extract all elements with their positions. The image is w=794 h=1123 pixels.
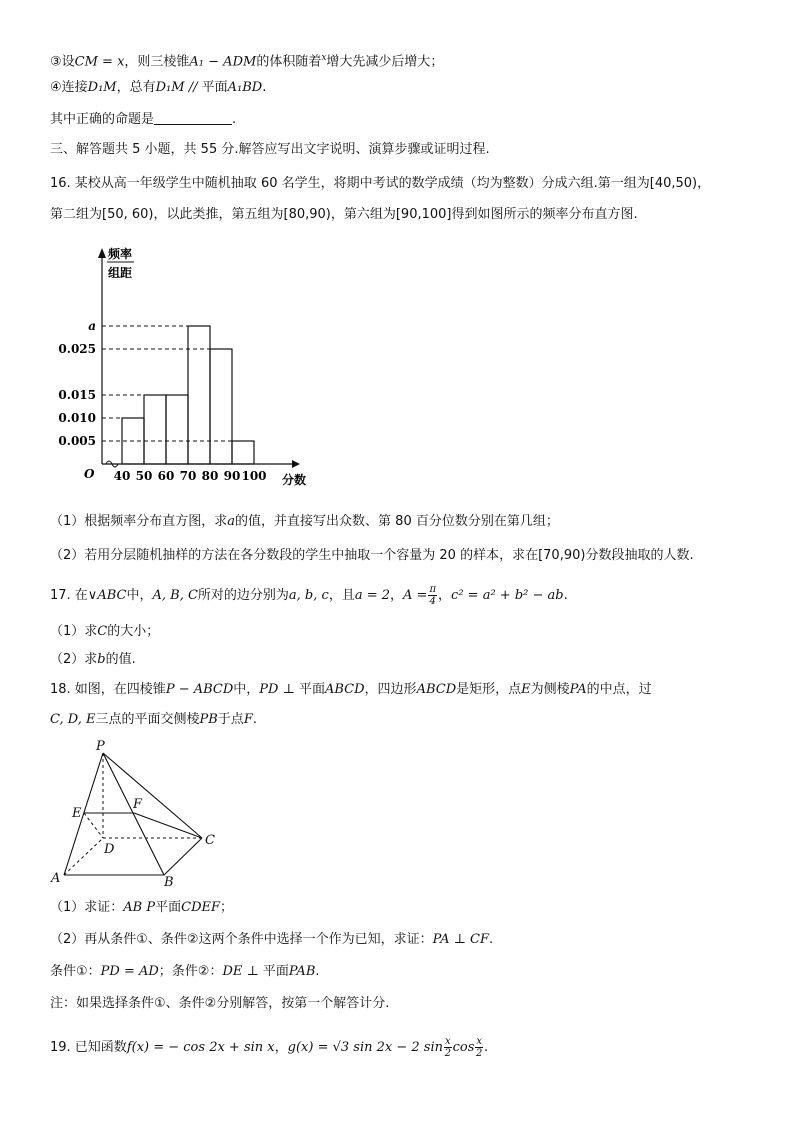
text: ；	[220, 900, 234, 915]
bar	[144, 395, 166, 464]
denominator: 2	[476, 1048, 483, 1059]
math: x	[321, 53, 327, 63]
text: 为侧棱	[530, 682, 570, 697]
text: ③设	[50, 54, 75, 70]
x-tick-label: 60	[157, 469, 175, 483]
label-C: C	[205, 833, 215, 848]
text: （1）求证：	[50, 900, 124, 915]
edge-PC	[103, 753, 202, 838]
q19-stem	[50, 1036, 488, 1059]
text: 的值.	[105, 652, 136, 667]
text: ，且	[328, 588, 355, 603]
q18-part2	[50, 930, 493, 950]
text: .	[262, 80, 267, 95]
x-tick-label: 50	[135, 469, 153, 483]
y-tick-label: 0.025	[58, 342, 96, 356]
math: F	[243, 712, 253, 727]
math: D₁M	[87, 80, 117, 95]
text: 19. 已知函数	[50, 1040, 127, 1055]
answer-line	[50, 110, 236, 130]
label-P: P	[96, 739, 105, 754]
math: ABC	[97, 588, 127, 603]
text: 所对的边分别为	[197, 588, 289, 603]
text: 平面	[155, 900, 182, 915]
numerator: x	[476, 1036, 483, 1047]
math: b	[97, 652, 106, 667]
text: 平面	[201, 80, 228, 95]
math: PB	[199, 712, 218, 727]
fraction	[428, 584, 437, 607]
q16-line1: 16. 某校从高一年级学生中随机抽取 60 名学生，将期中考试的数学成绩（均为整数）分成六组.第一组为[40,50)，	[50, 176, 711, 191]
text: 三点的平面交侧棱	[95, 712, 200, 727]
text: ，总有	[116, 80, 156, 95]
math: A, B, C	[152, 588, 198, 603]
math: PA ⊥ CF	[432, 932, 489, 947]
x-tick-label: 90	[223, 469, 241, 483]
text: 17. 在∨	[50, 588, 98, 603]
q18-line1	[50, 680, 652, 700]
answer-blank[interactable]	[154, 110, 232, 125]
math: A =	[403, 588, 428, 603]
math: a, b, c	[288, 588, 329, 603]
bar	[210, 349, 232, 464]
bar	[188, 326, 210, 464]
fraction	[444, 1036, 452, 1059]
text: ，	[274, 1040, 288, 1055]
math: CDEF	[181, 900, 221, 915]
y-tick-label: 0.010	[58, 411, 96, 425]
math: c² = a² + b² − ab	[451, 588, 564, 603]
text: .	[232, 112, 237, 127]
math: A₁BD	[227, 80, 263, 95]
edge-ED	[84, 813, 103, 838]
math: PD = AD	[100, 964, 159, 979]
math: PA	[569, 682, 587, 697]
text: .	[484, 1040, 489, 1055]
text: （1）求	[50, 624, 98, 639]
fraction	[475, 1036, 483, 1059]
text: 中，	[233, 682, 260, 697]
text: ，则三棱锥	[124, 54, 190, 70]
edge-BC	[164, 838, 202, 875]
text: ④连接	[50, 80, 88, 95]
text: 中，	[126, 588, 153, 603]
text: ，四边形	[364, 682, 417, 697]
math: C	[97, 624, 108, 639]
y-tick-label: 0.005	[58, 434, 96, 448]
math: PD ⊥	[259, 682, 299, 697]
math: f(x) = − cos 2x + sin x	[126, 1040, 275, 1055]
math: DE ⊥	[222, 964, 263, 979]
math: g(x) = √3 sin 2x − 2 sin	[287, 1040, 443, 1055]
math: AB P	[123, 900, 156, 915]
text: 是矩形，点	[456, 682, 522, 697]
math: PAB	[288, 964, 316, 979]
x-tick-label: 40	[113, 469, 131, 483]
statement-4	[50, 78, 266, 98]
math: P − ABCD	[165, 682, 234, 697]
text: ，	[438, 588, 452, 603]
bar	[166, 395, 188, 464]
text: （1）根据频率分布直方图，求	[50, 514, 228, 529]
text: 平面	[262, 964, 289, 979]
text: 增大先减少后增大；	[326, 54, 444, 70]
x-tick-label: 70	[179, 469, 197, 483]
pyramid-figure	[48, 738, 238, 888]
text: .	[315, 964, 320, 979]
text: 其中正确的命题是	[50, 112, 155, 127]
label-A: A	[51, 871, 61, 886]
text: 于点	[217, 712, 244, 727]
math: ABCD	[416, 682, 457, 697]
label-D: D	[104, 842, 115, 857]
label-B: B	[164, 875, 174, 888]
y-axis-arrow	[98, 248, 106, 258]
text: 的中点，过	[586, 682, 652, 697]
math: E	[521, 682, 531, 697]
text: 的值，并直接写出众数、第 80 百分位数分别在第几组；	[235, 514, 559, 529]
text: （2）求	[50, 652, 98, 667]
x-tick-label: 100	[241, 469, 267, 483]
numerator: x	[444, 1036, 451, 1047]
denominator: 4	[429, 596, 436, 607]
histogram-chart	[50, 240, 310, 490]
text: .	[489, 932, 494, 947]
denominator: 2	[444, 1048, 451, 1059]
label-F: F	[133, 797, 143, 812]
math: ABCD	[324, 682, 365, 697]
numerator: π	[429, 584, 437, 595]
origin-label: O	[84, 467, 95, 481]
text: （2）再从条件①、条件②这两个条件中选择一个作为已知，求证：	[50, 932, 433, 947]
text: 18. 如图，在四棱锥	[50, 682, 166, 697]
text: 条件①：	[50, 964, 101, 979]
text: 平面	[298, 682, 325, 697]
math: a	[227, 514, 236, 529]
x-label: 分数	[282, 473, 307, 487]
q18-note: 注：如果选择条件①、条件②分别解答，按第一个解答计分.	[50, 996, 390, 1011]
bar	[232, 441, 254, 464]
q17-part2	[50, 650, 136, 670]
math: CM = x	[74, 54, 125, 70]
y-tick-label: 0.015	[58, 388, 96, 402]
q16-part2: （2）若用分层随机抽样的方法在各分数段的学生中抽取一个容量为 20 的样本，求在[70,90)分数段抽取的人数.	[50, 548, 694, 563]
text: .	[252, 712, 257, 727]
q16-line2: 第二组为[50, 60)，以此类推，第五组为[80,90)，第六组为[90,100]得到如图所示的频率分布直方图.	[50, 207, 638, 222]
q17-stem	[50, 584, 568, 607]
text: ；条件②：	[158, 964, 223, 979]
q17-part1	[50, 622, 159, 642]
label-E: E	[72, 806, 82, 821]
y-tick-label: a	[88, 319, 96, 333]
y-label-top: 频率	[108, 247, 133, 261]
section-heading: 三、解答题共 5 小题，共 55 分.解答应写出文字说明、演算步骤或证明过程.	[50, 142, 490, 157]
math: D₁M //	[155, 80, 202, 95]
text: 的体积随着	[256, 54, 322, 70]
math: A₁ − ADM	[189, 54, 257, 70]
x-axis-arrow	[292, 460, 300, 468]
math: cos	[452, 1040, 475, 1055]
q18-conditions	[50, 962, 320, 982]
statement-3	[50, 48, 443, 72]
math: a = 2	[354, 588, 391, 603]
text: 的大小；	[107, 624, 160, 639]
y-label-bottom: 组距	[108, 266, 133, 280]
math: C, D, E	[50, 712, 96, 727]
q16-part1	[50, 512, 559, 532]
x-tick-label: 80	[201, 469, 219, 483]
q18-part1	[50, 898, 233, 918]
text: ，	[390, 588, 404, 603]
text: .	[563, 588, 568, 603]
q18-line2	[50, 710, 257, 730]
